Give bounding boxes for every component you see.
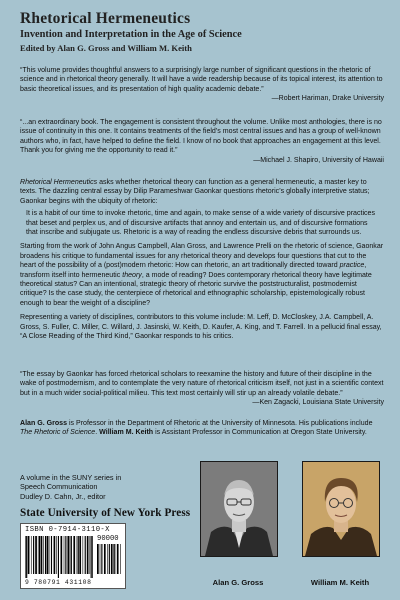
description-practice-word: practice	[339, 262, 365, 270]
blurb-3-text: “The essay by Gaonkar has forced rhetorical scholars to reexamine the history and future of their discipline in the wake of postmodernism, and to contemplate the very nature of rhetorical criticism itself, not just in a scientific context but in a much wider social-political milieu. This text most certainly will stir up an already volatile debate.”	[20, 371, 384, 397]
author-photo-keith-image	[303, 462, 379, 556]
author-photo-gross	[200, 461, 278, 557]
blurb-2-text: “...an extraordinary book. The engagement is consistent throughout the volume. Unlike most anthologies, there is no issue of continuity in this one. It contains treatments of the field’s most central issues and has a group of well-known authors who, in fact, have helped to define the field. I know of no book that approaches an engagement at this level. Thank you for giving me the opportunity to read it.”	[20, 119, 382, 155]
description-para-1	[20, 178, 384, 206]
bio-text-2: .	[95, 429, 100, 437]
author-photo-gross-image	[201, 462, 277, 556]
barcode-addon-number: 90000	[97, 535, 119, 543]
barcode	[20, 523, 126, 589]
series-line-3: Dudley D. Cahn, Jr., editor	[20, 491, 106, 501]
bio-text-1: is Professor in the Department of Rhetoric at the University of Minnesota. His publications include	[67, 420, 373, 427]
book-subtitle: Invention and Interpretation in the Age of Science	[20, 29, 242, 40]
book-editors: Edited by Alan G. Gross and William M. Keith	[20, 43, 192, 53]
bio-text-3: is Assistant Professor in Communication at Oregon State University.	[153, 429, 367, 437]
description-theory-word: theory	[122, 271, 142, 279]
description-para-2-a: Starting from the work of John Angus Campbell, Alan Gross, and Lawrence Prelli on the rhetoric of science, Gaonkar broadens his critique to fundamental issues for any rhetorical theory and develops four questions that cut to the heart of the possibility of a (post)modern rhetoric: How can rhetoric, an art traditionally directed toward	[20, 243, 384, 270]
series-info	[20, 473, 170, 501]
isbn-text: ISBN 0-7914-3110-X	[25, 526, 110, 534]
caption-gross: Alan G. Gross	[212, 578, 264, 587]
barcode-bars	[25, 536, 93, 578]
blurb-1-attribution: —Robert Hariman, Drake University	[271, 95, 384, 103]
blurb-2	[20, 118, 384, 165]
description-para-1-rest: asks whether rhetorical theory can function as a general hermeneutic, a master key to texts. The dazzling central essay by Dilip Parameshwar Gaonkar questions rhetoric’s globally interpretive status; Gaonkar begins with the ubiquity of rhetoric:	[20, 179, 370, 205]
bio-name-gross: Alan G. Gross	[20, 420, 67, 427]
series-line-1: A volume in the SUNY series in	[20, 473, 122, 482]
blurb-1	[20, 66, 384, 104]
description-para-3: Representing a variety of disciplines, contributors to this volume include: M. Leff, D. McCloskey, J.A. Campbell, A. Gross, S. Fuller, C. Miller, C. Willard, J. Jasinski, W. Keith, D. Kaufer, A. King, and T. Farrell. In a pellucid final essay, “A Close Reading of the Third Kind,” Gaonkar responds to his critics.	[20, 314, 382, 341]
barcode-addon-bars	[97, 544, 121, 578]
author-photo-keith	[302, 461, 380, 557]
blurb-3-attribution: —Ken Zagacki, Louisiana State University	[252, 399, 384, 407]
gaonkar-quote: It is a habit of our time to invoke rhetoric, time and again, to make sense of a wide variety of discursive practices that beset and perplex us, and of discursive artifacts that annoy and entertain us, and of discursive formations that inscribe and subjugate us. Rhetoric is a way of reading the endless discursive debris that surrounds us.	[26, 210, 375, 237]
description-para-2-c: , a mode of reading? Does contemporary rhetorical theory have legitimate theoretical status? Can an intentional, strategic theory of rhetoric survive the poststructuralist, postmodernist critique? Is the case study, the centerpiece of rhetorical and ethnographic scholarship, epistemologically robust enough to bear the weight of a discipline?	[20, 271, 372, 307]
description-book-title: Rhetorical Hermeneutics	[20, 179, 98, 186]
blurb-3	[20, 370, 384, 408]
bio-name-keith: William M. Keith	[99, 429, 154, 437]
description-para-2-b: , transform itself into hermeneutic	[20, 262, 367, 279]
description	[20, 178, 384, 342]
author-bios	[20, 419, 384, 438]
caption-keith: William M. Keith	[310, 578, 370, 587]
description-para-2	[20, 242, 384, 308]
blurb-2-attribution: —Michael J. Shapiro, University of Hawaii	[253, 156, 384, 164]
series-line-2: Speech Communication	[20, 482, 98, 492]
bio-book-title: The Rhetoric of Science	[20, 429, 96, 437]
publisher-name: State University of New York Press	[20, 507, 191, 519]
book-title: Rhetorical Hermeneutics	[20, 10, 191, 27]
author-bios-text	[20, 419, 384, 438]
blurb-1-text: “This volume provides thoughtful answers to a surprisingly large number of significant questions in the rhetoric of science and in rhetorical theory generally. It will have a wide readership because of its topical interest, its attention to basic theoretical issues, and its presentation of high quality academic debate.”	[20, 67, 383, 93]
ean-number: 9 780791 431108	[25, 579, 92, 586]
